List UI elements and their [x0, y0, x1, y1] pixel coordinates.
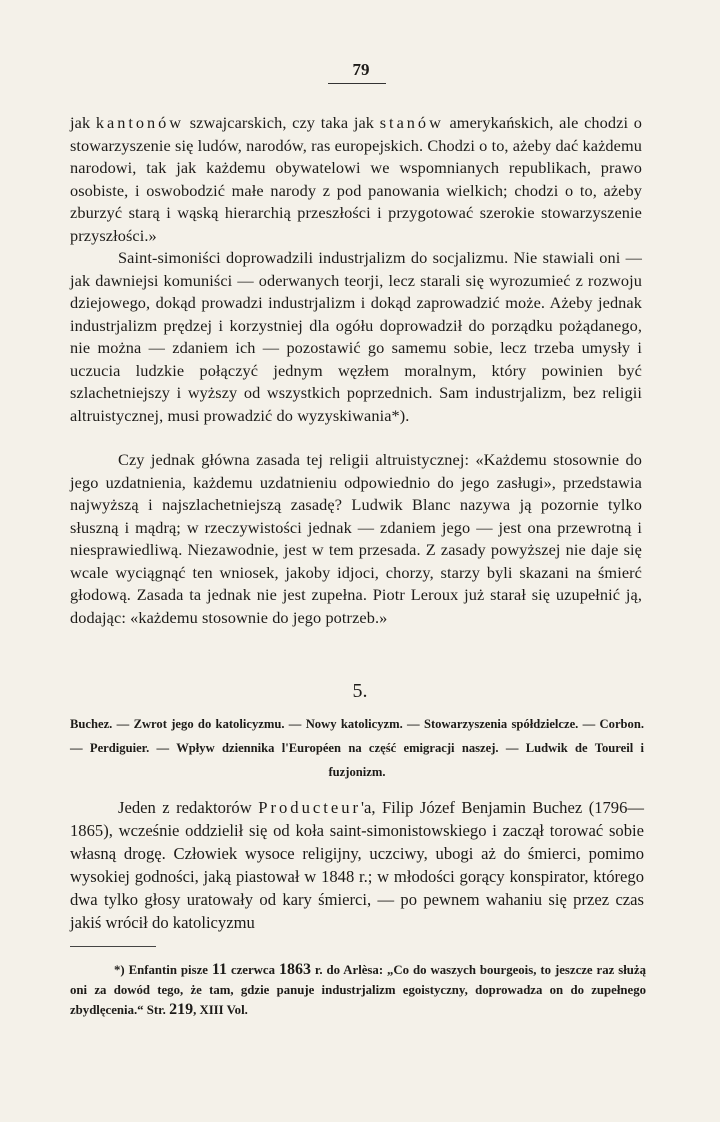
section-body-rest: 'a, Filip Józef Benjamin Buchez (1796—1865), wcześnie oddzielił się od koła saint-simonistowskiego i zaczął torować sobie własną drogę. Człowiek wysoce religijny, uczciwy, ubogi aż do śmierci, pomimo wysokiej godności, jaką piastował w 1848 r.; w młodości gorący konspirator, którego dwa tylko głosy uratowały od kary śmierci, — po pewnem wahaniu się przez czas jakiś wrócił do katolicyzmu	[70, 798, 644, 932]
page-number-rule	[328, 83, 386, 84]
emphasis-producteur: Producteur	[258, 798, 362, 817]
section-body-paragraph	[70, 796, 644, 934]
paragraph-1-end: amerykańskich, ale chodzi o stowarzyszenie się ludów, narodów, ras europejskich. Chodzi o to, ażeby dać każdemu narodowi, tak jak każdemu obywatelowi we wspomnianych republikach, prawo osobiste, i oswobodzić małe narody z pod panowania wielkich; chodzi o to, ażeby zburzyć starą i wąską hierarchią przeszłości i przygotować szerokie stowarzyszenie przyszłości.»	[70, 113, 642, 245]
section-number: 5.	[352, 680, 368, 702]
footnote-year: 1863	[278, 961, 311, 978]
paragraph-3: Czy jednak główna zasada tej religii altruistycznej: «Każdemu stosownie do jego uzdatnienia, każdemu uzdatnieniu odpowiednio do jego zasługi», przedstawia najwyższą i najszlachetniejszą zasadę? Ludwik Blanc nazywa ją pozornie tylko słuszną i mądrą; w rzeczywistości jednak — zdaniem jego — jest ona przewrotną i niesprawiedliwą. Niezawodnie, jest w tem przesada. Z zasady powyższej nie daje się wcale wyciągnąć ten wniosek, jakoby idjoci, chorzy, starzy byli skazani na śmierć głodową. Zasada ta jednak nie jest zupełna. Piotr Leroux już starał się uzupełnić ją, dodając: «każdemu stosownie do jego potrzeb.»	[70, 450, 642, 627]
footnote-day: 11	[211, 961, 227, 978]
footnote-rule	[70, 946, 156, 947]
footnote	[70, 960, 646, 1020]
emphasis-kantonow: kantonów	[95, 113, 185, 132]
paragraph-2: Saint-simoniści doprowadzili industrjalizm do socjalizmu. Nie stawiali oni — jak dawniejsi komuniści — oderwanych teorji, lecz starali się wyrozumieć z rozwoju dziejowego, dokąd prowadzi industrjalizm i dokąd zaprowadzić może. Ażeby jednak industrjalizm prędzej i korzystniej dla ogółu doprowadził do porządku pożądanego, nie można — zdaniem ich — pozostawić go samemu sobie, lecz trzeba umysły i uczucia ludzkie połączyć jednym węzłem moralnym, który powinien być szlachetniejszy i wyższy od wszystkich poprzednich. Sam industrjalizm, bez religii altruistycznej, musi prowadzić do wyzyskiwania*).	[70, 248, 642, 425]
section-summary: Buchez. — Zwrot jego do katolicyzmu. — Nowy katolicyzm. — Stowarzyszenia spółdzielcze. — Corbon. — Perdiguier. — Wpływ dziennika l'Européen na część emigracji naszej. — Ludwik de Toureil i fuzjonizm.	[70, 717, 644, 779]
paragraph-1-middle: szwajcarskich, czy taka jak	[184, 113, 380, 132]
paragraph-1	[70, 112, 642, 247]
page-number: 79	[352, 60, 370, 79]
footnote-text-1: Enfantin pisze	[124, 963, 212, 977]
footnote-text-3: r. do Arlèsa: „Co do waszych bourgeois, to jeszcze raz służą oni za dowód tego, że tam, gdzie panuje industrjalizm egoistyczny, doprowadza on do zupełnego zbydlęcenia.“ Str.	[70, 963, 646, 1017]
paragraph-1-start: jak	[70, 113, 96, 132]
emphasis-stanow: stanów	[379, 113, 444, 132]
footnote-text-4: , XIII Vol.	[193, 1003, 248, 1017]
section-body-start: Jeden z redaktorów	[118, 798, 259, 817]
footnote-text-2: czerwca	[227, 963, 279, 977]
footnote-page-ref: 219	[169, 1001, 194, 1018]
footnote-marker: *)	[114, 963, 125, 977]
